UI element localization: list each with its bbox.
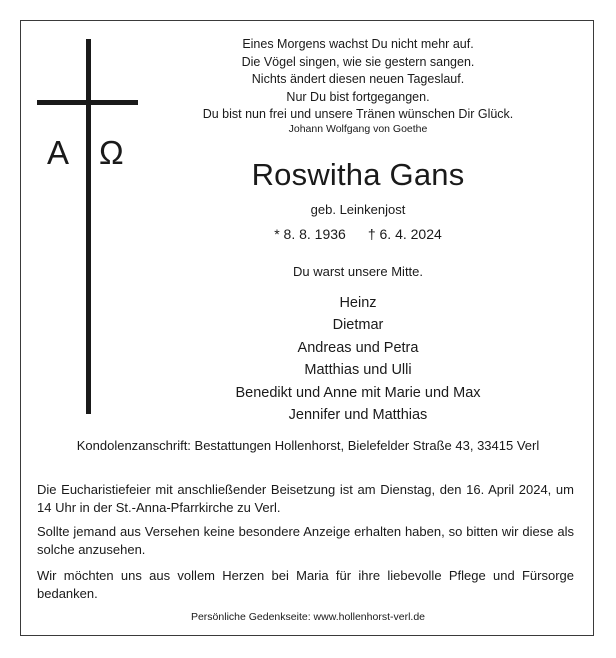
memorial-website: Persönliche Gedenkseite: www.hollenhorst-verl.de xyxy=(190,611,426,623)
poem-line: Eines Morgens wachst Du nicht mehr auf. xyxy=(242,37,474,51)
funeral-info-paragraph: Die Eucharistiefeier mit anschließender Beisetzung ist am Dienstag, den 16. April 2024, um 14 Uhr in der St.-Anna-Pfarrkirche zu Verl. xyxy=(37,482,574,515)
poem-line: Nichts ändert diesen neuen Tageslauf. xyxy=(251,72,465,86)
family-member: Benedikt und Anne mit Marie und Max xyxy=(235,384,481,401)
deceased-name: Roswitha Gans xyxy=(251,157,465,192)
poem-line: Die Vögel singen, wie sie gestern sangen. xyxy=(241,54,475,69)
birth-date: * 8. 8. 1936 xyxy=(274,226,346,242)
birth-name: geb. Leinkenjost xyxy=(310,202,406,217)
omega-symbol: Ω xyxy=(99,134,124,171)
family-member: Dietmar xyxy=(332,317,384,334)
family-list xyxy=(160,292,556,426)
alpha-symbol: Α xyxy=(47,134,70,171)
family-member: Andreas und Petra xyxy=(297,339,419,356)
notice-paragraph: Sollte jemand aus Versehen keine besondere Anzeige erhalten haben, so bitten wir diese als solche anzusehen. xyxy=(37,524,574,557)
cross-vertical-bar xyxy=(86,39,91,414)
life-dates xyxy=(160,225,556,244)
poem-line: Nur Du bist fortgegangen. xyxy=(286,89,430,104)
motto: Du warst unsere Mitte. xyxy=(292,264,424,279)
condolence-address: Kondolenzanschrift: Bestattungen Hollenhorst, Bielefelder Straße 43, 33415 Verl xyxy=(76,438,540,453)
cross-horizontal-bar xyxy=(37,100,138,105)
family-member: Heinz xyxy=(339,295,377,311)
poem-author: Johann Wolfgang von Goethe xyxy=(288,123,428,135)
family-member: Jennifer und Matthias xyxy=(288,407,428,424)
family-member: Matthias und Ulli xyxy=(304,362,412,379)
poem-line: Du bist nun frei und unsere Tränen wünschen Dir Glück. xyxy=(202,107,514,121)
death-date: † 6. 4. 2024 xyxy=(367,226,442,242)
thanks-paragraph: Wir möchten uns aus vollem Herzen bei Maria für ihre liebevolle Pflege und Fürsorge bedanken. xyxy=(37,568,574,601)
poem xyxy=(160,36,556,124)
